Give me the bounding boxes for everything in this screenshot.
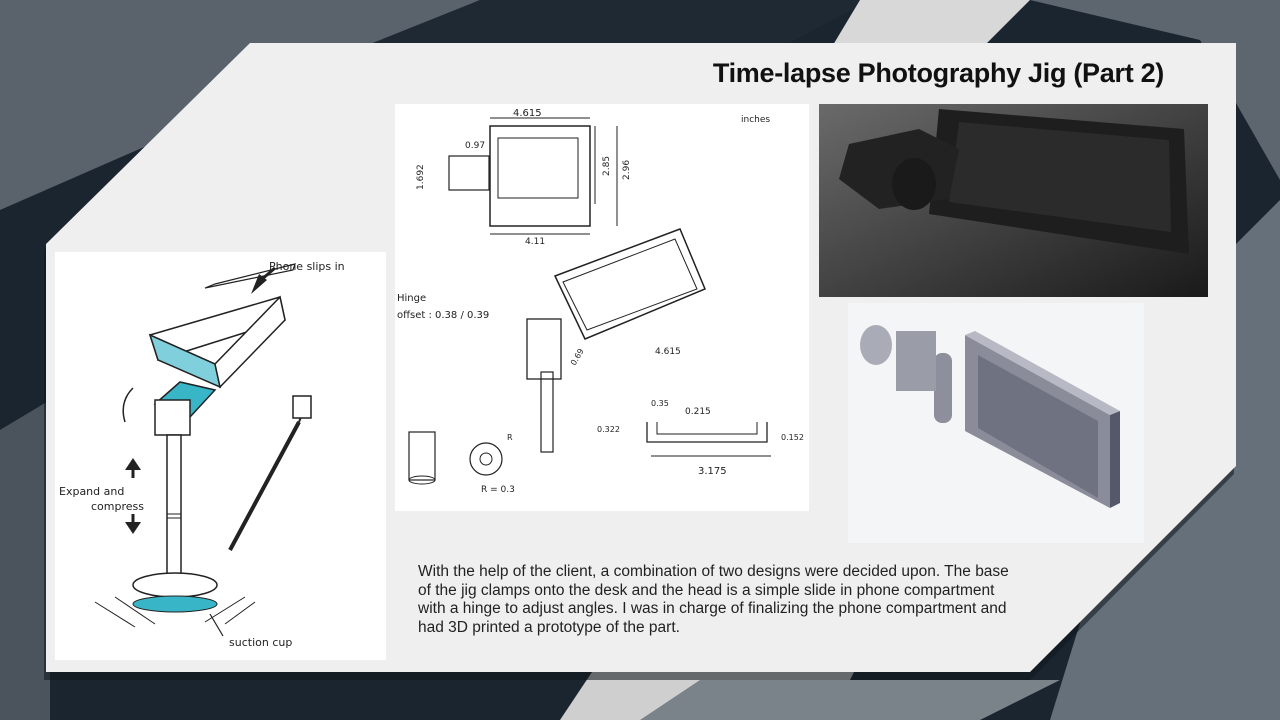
- dim-radius: R = 0.3: [481, 485, 515, 495]
- dim-a: 0.35: [651, 399, 669, 408]
- dim-b: 0.215: [685, 407, 711, 417]
- concept-sketch-image: [55, 252, 386, 660]
- label-hinge: Hinge: [397, 293, 427, 304]
- units-label: inches: [741, 115, 771, 125]
- cad-render-image: [848, 303, 1144, 543]
- label-suction-cup: suction cup: [229, 636, 293, 649]
- dim-inner: 2.85: [602, 155, 612, 176]
- dim-side: 0.69: [568, 347, 586, 367]
- label-compress: compress: [91, 500, 144, 513]
- label-offset: offset : 0.38 / 0.39: [397, 310, 490, 321]
- technical-sketch-image: [395, 104, 809, 511]
- dim-width: 4.615: [513, 108, 542, 119]
- dim-r-small: R: [507, 433, 513, 442]
- label-expand: Expand and: [59, 485, 125, 498]
- dim-len: 4.615: [655, 347, 681, 357]
- dim-left: 1.692: [416, 164, 426, 190]
- dim-total: 3.175: [698, 466, 727, 477]
- dim-small: 0.97: [465, 141, 486, 151]
- label-phone-slips-in: Phone slips in: [269, 260, 345, 273]
- dim-bottom: 4.11: [525, 237, 546, 247]
- dim-height: 2.96: [622, 159, 632, 180]
- dim-d: 0.152: [781, 433, 804, 442]
- dim-c: 0.322: [597, 425, 620, 434]
- slide-title: Time-lapse Photography Jig (Part 2): [712, 58, 1164, 88]
- slide-body-text: With the help of the client, a combination of two designs were decided upon. The base of the jig clamps onto the desk and the head is a simple slide in phone compartment with a hinge to adjust angles. I was in charge of finalizing the phone compartment and had 3D printed a prototype of the part.: [418, 563, 1009, 636]
- printed-prototype-photo: [819, 104, 1208, 297]
